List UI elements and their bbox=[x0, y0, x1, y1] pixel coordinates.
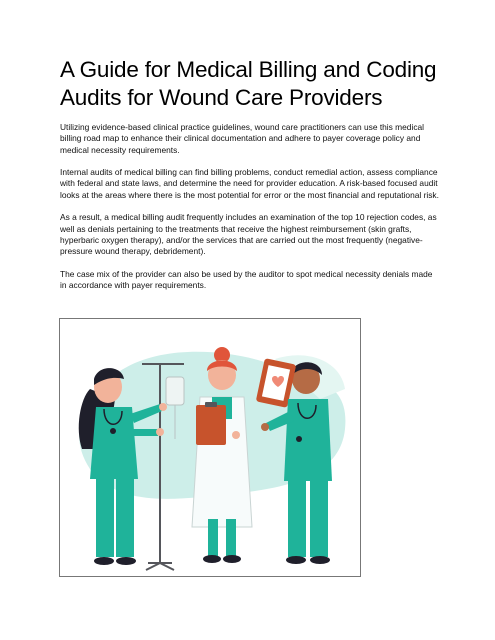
illustration-svg bbox=[60, 319, 360, 576]
paragraph-case-mix: The case mix of the provider can also be used by the auditor to spot medical necessity denials made in accordance with payer requirements. bbox=[60, 268, 433, 291]
paragraph-audit-scope: As a result, a medical billing audit frequently includes an examination of the top 10 rejection codes, as well as denials pertaining to the treatments that receive the highest reimbursement (skin grafts, hyperbaric oxygen therapy), and/or the services that are carried out the most frequently (negative-pressure wound therapy, debridement). bbox=[60, 212, 437, 257]
document-title: A Guide for Medical Billing and Coding Audits for Wound Care Providers bbox=[60, 57, 437, 110]
medical-staff-illustration bbox=[59, 318, 361, 577]
paragraph-intro: Utilizing evidence-based clinical practice guidelines, wound care practitioners can use this medical billing road map to enhance their clinical documentation and adhere to payer coverage policy and medical necessity requirements. bbox=[60, 122, 425, 155]
document-body bbox=[60, 56, 440, 291]
iv-bag bbox=[166, 377, 184, 405]
clipboard bbox=[196, 405, 226, 445]
paragraph-internal-audits: Internal audits of medical billing can find billing problems, conduct remedial action, assess compliance with federal and state laws, and determine the need for provider education. A risk-based focused audit looks at the areas where there is the most potential for error or the most financial and reputational risk. bbox=[60, 167, 439, 200]
